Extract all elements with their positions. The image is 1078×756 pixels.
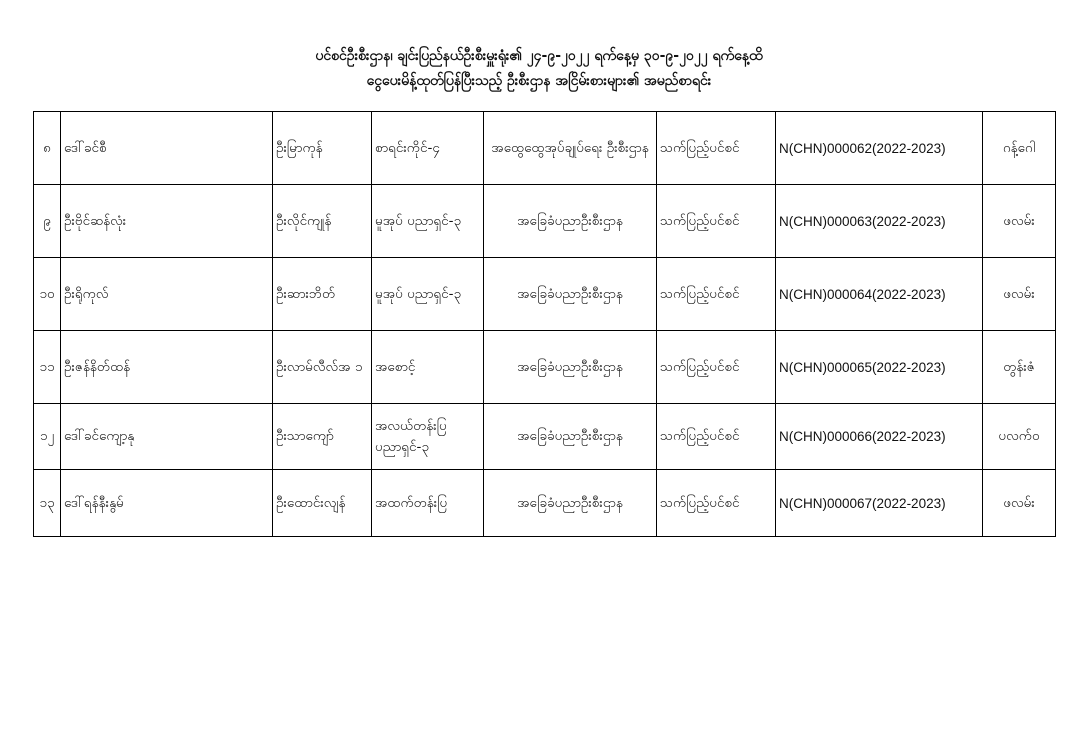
department: အခြေခံပညာဦးစီးဌာန bbox=[484, 331, 657, 404]
rank: အလယ်တန်းပြ ပညာရှင်-၃ bbox=[372, 404, 484, 470]
table-row bbox=[34, 331, 1056, 404]
table-row bbox=[34, 404, 1056, 470]
township: တွန်းဇံ bbox=[983, 331, 1056, 404]
father-name: ဦးသာကျော် bbox=[273, 404, 372, 470]
father-name: ဦးထောင်းလျန် bbox=[273, 470, 372, 537]
pensioner-name: ဦးဗိုင်ဆန်လုံး bbox=[61, 185, 273, 258]
township: ဖလမ်း bbox=[983, 470, 1056, 537]
table-row bbox=[34, 112, 1056, 185]
heading-line-2: ငွေပေးမိန့်ထုတ်ပြန်ပြီးသည့် ဦးစီးဌာန အငြိမ်းစားများ၏ အမည်စာရင်း bbox=[366, 73, 712, 89]
table-row bbox=[34, 185, 1056, 258]
pension-type: သက်ပြည့်ပင်စင် bbox=[657, 331, 776, 404]
father-name: ဦးမြာကုန် bbox=[273, 112, 372, 185]
table-row bbox=[34, 470, 1056, 537]
pension-type: သက်ပြည့်ပင်စင် bbox=[657, 258, 776, 331]
pensioner-name: ဦးရိုကုလ် bbox=[61, 258, 273, 331]
rank: အထက်တန်းပြ bbox=[372, 470, 484, 537]
pension-type: သက်ပြည့်ပင်စင် bbox=[657, 112, 776, 185]
pensioner-name: ဒေါ်ခင်စီ bbox=[61, 112, 273, 185]
rank: အစောင့် bbox=[372, 331, 484, 404]
heading-line-1: ပင်စင်ဦးစီးဌာန၊ ချင်းပြည်နယ်ဦးစီးမှူးရုံး၏ ၂၄-၉-၂၀၂၂ ရက်နေ့မှ ၃၀-၉-၂၀၂၂ ရက်နေ့ထိ bbox=[315, 48, 763, 64]
pension-type: သက်ပြည့်ပင်စင် bbox=[657, 404, 776, 470]
department: အခြေခံပညာဦးစီးဌာန bbox=[484, 470, 657, 537]
rank: မူအုပ် ပညာရှင်-၃ bbox=[372, 185, 484, 258]
father-name: ဦးလာမ်လီလ်အ ၁ bbox=[273, 331, 372, 404]
pensioner-name: ဒေါ်ခင်ကျော့နု bbox=[61, 404, 273, 470]
row-number: ၁၁ bbox=[34, 331, 61, 404]
rank: မူအုပ် ပညာရှင်-၃ bbox=[372, 258, 484, 331]
document-heading bbox=[0, 44, 1078, 94]
township: ဖလမ်း bbox=[983, 185, 1056, 258]
licence-number: N(CHN)000065(2022-2023) bbox=[776, 331, 983, 404]
pensioner-name: ဦးဇန်နိတ်ထန် bbox=[61, 331, 273, 404]
department: အထွေထွေအုပ်ချုပ်ရေး ဦးစီးဌာန bbox=[484, 112, 657, 185]
rank: စာရင်းကိုင်-၄ bbox=[372, 112, 484, 185]
row-number: ၁၃ bbox=[34, 470, 61, 537]
pension-type: သက်ပြည့်ပင်စင် bbox=[657, 185, 776, 258]
township: ဖလမ်း bbox=[983, 258, 1056, 331]
licence-number: N(CHN)000062(2022-2023) bbox=[776, 112, 983, 185]
pension-type: သက်ပြည့်ပင်စင် bbox=[657, 470, 776, 537]
row-number: ၁၀ bbox=[34, 258, 61, 331]
licence-number: N(CHN)000066(2022-2023) bbox=[776, 404, 983, 470]
licence-number: N(CHN)000067(2022-2023) bbox=[776, 470, 983, 537]
township: ဂန့်ဂေါ bbox=[983, 112, 1056, 185]
township: ပလက်ဝ bbox=[983, 404, 1056, 470]
licence-number: N(CHN)000063(2022-2023) bbox=[776, 185, 983, 258]
father-name: ဦးဆားဘိတ် bbox=[273, 258, 372, 331]
licence-number: N(CHN)000064(2022-2023) bbox=[776, 258, 983, 331]
pensioner-name: ဒေါ်ရန်နီးနွမ် bbox=[61, 470, 273, 537]
pensioner-table bbox=[33, 111, 1056, 537]
table-row bbox=[34, 258, 1056, 331]
row-number: ၁၂ bbox=[34, 404, 61, 470]
department: အခြေခံပညာဦးစီးဌာန bbox=[484, 258, 657, 331]
department: အခြေခံပညာဦးစီးဌာန bbox=[484, 185, 657, 258]
department: အခြေခံပညာဦးစီးဌာန bbox=[484, 404, 657, 470]
row-number: ၈ bbox=[34, 112, 61, 185]
row-number: ၉ bbox=[34, 185, 61, 258]
father-name: ဦးလိုင်ကျုန် bbox=[273, 185, 372, 258]
